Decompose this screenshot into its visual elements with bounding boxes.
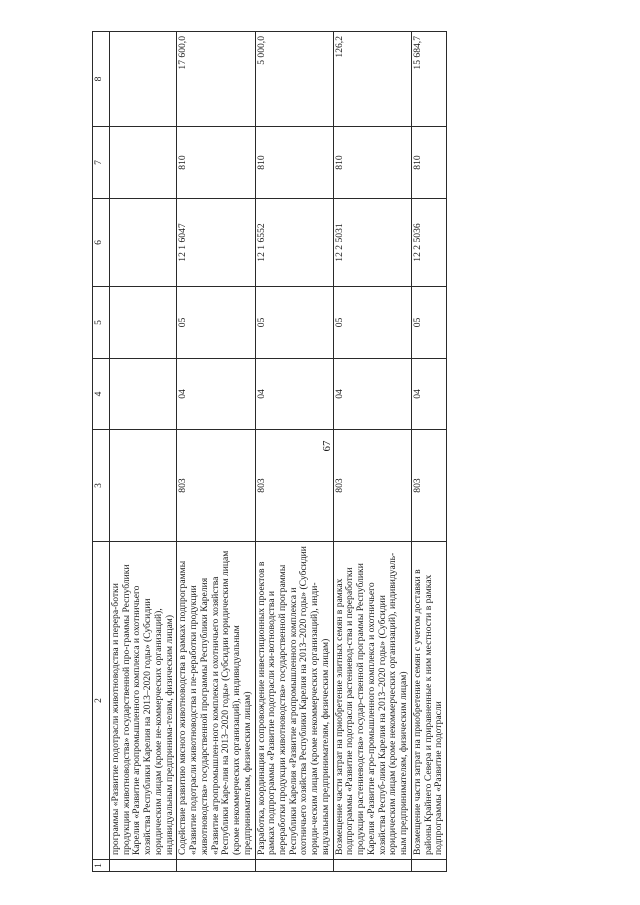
row-description: Разработка, координация и сопровождение инвестиционных проектов в рамках подпрограммы «Развитие подотрасли жи-вотноводства и переработки продукции животноводства» государственной программы Республики Карелия «Развитие агропромышленного комплекса и охотничьего хозяйства Республики Карелия на 2013–2020 годы» (Субсидии юриди-ческим лицам (кроме некоммерческих организаций), инди-видуальным предпринимателям, физическим лицам) <box>255 542 333 860</box>
table-row <box>255 32 333 872</box>
cell-amount: 17 600,0 <box>177 32 255 127</box>
col-header-2: 2 <box>93 542 110 860</box>
cell-section <box>110 359 177 430</box>
table-row <box>333 32 411 872</box>
col-header-3: 3 <box>93 430 110 542</box>
cell-amount <box>110 32 177 127</box>
cell-target-article: 12 2 5031 <box>333 199 411 287</box>
row-index-cell <box>110 860 177 872</box>
col-header-6: 6 <box>93 199 110 287</box>
cell-admin-code: 803 <box>411 430 446 542</box>
cell-amount: 5 000,0 <box>255 32 333 127</box>
rotated-table-wrapper <box>92 32 552 872</box>
table-row <box>177 32 255 872</box>
row-description: программы «Развитие подотрасли животноводства и перера-ботки продукции животноводства» государственной про-граммы Республики Карелия «Развитие агропромышленного комплекса и охотничьего хозяйства Республики Карелия на 2013–2020 годы» (Субсидии юридическим лицам (кроме не-коммерческих организаций), индивидуальным предпринима-телям, физическим лицам) <box>110 542 177 860</box>
cell-subsection: 05 <box>333 287 411 359</box>
budget-table <box>92 31 447 872</box>
cell-target-article: 12 1 6552 <box>255 199 333 287</box>
cell-subsection: 05 <box>411 287 446 359</box>
cell-target-article: 12 2 5036 <box>411 199 446 287</box>
cell-section: 04 <box>255 359 333 430</box>
cell-admin-code: 803 <box>333 430 411 542</box>
table-row <box>411 32 446 872</box>
row-description: Возмещение части затрат на приобретение элитных семян в рамках подпрограммы «Развитие подотрасли растениевод-ства и переработки продукции растениеводства» государ-ственной программы Республики Карелия «Развитие агро-промышленного комплекса и охотничьего хозяйства Респуб-лики Карелия на 2013–2020 годы» (Субсидии юридическим лицам (кроме некоммерческих организаций), индивидуаль-ным предпринимателям, физическим лицам) <box>333 542 411 860</box>
col-header-4: 4 <box>93 359 110 430</box>
cell-amount: 126,2 <box>333 32 411 127</box>
cell-expense-type <box>110 127 177 199</box>
col-header-5: 5 <box>93 287 110 359</box>
row-index-cell <box>411 860 446 872</box>
cell-subsection <box>110 287 177 359</box>
header-row <box>93 32 110 872</box>
cell-section: 04 <box>177 359 255 430</box>
cell-target-article: 12 1 6047 <box>177 199 255 287</box>
table-row <box>110 32 177 872</box>
cell-subsection: 05 <box>255 287 333 359</box>
cell-expense-type: 810 <box>333 127 411 199</box>
col-header-8: 8 <box>93 32 110 127</box>
cell-admin-code: 803 <box>177 430 255 542</box>
cell-target-article <box>110 199 177 287</box>
row-description: Содействие развитию мясного животноводства в рамках подпрограммы «Развитие подотрасли животноводства и пе-реработки продукции животноводства» государственной программы Республики Карелия «Развитие агропромышлен-ного комплекса и охотничьего хозяйства Республики Каре-лия на 2013–2020 годы» (Субсидии юридическим лицам (кроме некоммерческих организаций), индивидуальным предпринимателям, физическим лицам) <box>177 542 255 860</box>
cell-admin-code: 803 <box>255 430 333 542</box>
row-index-cell <box>255 860 333 872</box>
cell-section: 04 <box>333 359 411 430</box>
cell-subsection: 05 <box>177 287 255 359</box>
row-index-cell <box>333 860 411 872</box>
cell-amount: 15 684,7 <box>411 32 446 127</box>
page-number: 67 <box>321 440 333 452</box>
row-description: Возмещение части затрат на приобретение семян с учетом доставки в районы Крайнего Севера и приравненные к ним местности в рамках подпрограммы «Развитие подотрасли <box>411 542 446 860</box>
cell-expense-type: 810 <box>255 127 333 199</box>
cell-expense-type: 810 <box>411 127 446 199</box>
col-header-7: 7 <box>93 127 110 199</box>
cell-admin-code <box>110 430 177 542</box>
cell-expense-type: 810 <box>177 127 255 199</box>
col-header-1: 1 <box>93 860 110 872</box>
cell-section: 04 <box>411 359 446 430</box>
row-index-cell <box>177 860 255 872</box>
